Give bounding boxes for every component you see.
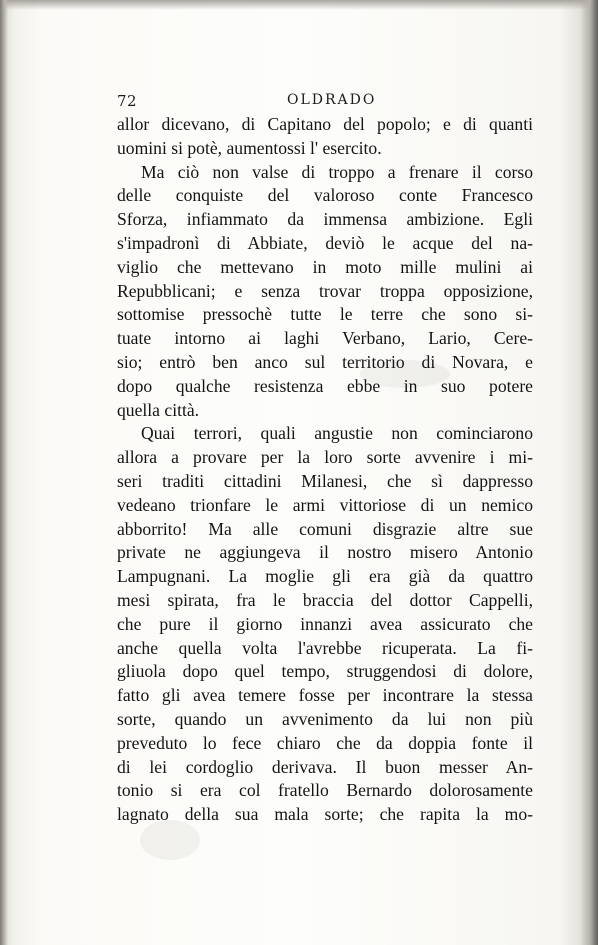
text-line: lagnato della sua mala sorte; che rapita la mo- — [117, 804, 533, 825]
text-line: seri traditi cittadini Milanesi, che sì dappresso — [117, 470, 533, 491]
text-line: sottomise pressochè tutte le terre che sono si- — [117, 304, 533, 325]
text-line: s'impadronì di Abbiate, deviò le acque del na- — [117, 232, 533, 253]
running-title: OLDRADO — [287, 92, 377, 108]
page-left-shadow — [0, 0, 8, 945]
text-line: viglio che mettevano in moto mille mulini ai — [117, 256, 533, 277]
text-line: delle conquiste del valoroso conte Francesco — [117, 185, 533, 206]
text-line: quella città. — [117, 399, 200, 420]
text-line: Lampugnani. La moglie gli era già da quattro — [117, 566, 533, 587]
text-line: anche quella volta l'avrebbe ricuperata. La fi- — [117, 637, 533, 658]
text-line: abborrito! Ma alle comuni disgrazie altre sue — [117, 518, 533, 539]
text-line: dopo qualche resistenza ebbe in suo potere — [117, 375, 533, 396]
body-text — [117, 113, 533, 827]
text-line: che pure il giorno innanzi avea assicurato che — [117, 613, 533, 634]
text-line: allora a provare per la loro sorte avvenire i mi- — [117, 447, 533, 468]
page-top-shadow — [0, 0, 598, 10]
text-line: Sforza, infiammato da immensa ambizione. Egli — [117, 209, 533, 230]
text-line: preveduto lo fece chiaro che da doppia fonte il — [117, 732, 533, 753]
text-line: di lei cordoglio derivava. Il buon messer An- — [117, 756, 533, 777]
text-line: tonio si era col fratello Bernardo dolorosamente — [117, 780, 533, 801]
text-line: sorte, quando un avvenimento da lui non più — [117, 708, 533, 729]
page-right-shadow — [580, 0, 598, 945]
text-line: vedeano trionfare le armi vittoriose di un nemico — [117, 494, 533, 515]
text-line: allor dicevano, di Capitano del popolo; e di quanti — [117, 114, 533, 134]
page-header — [117, 90, 527, 112]
text-line: gliuola dopo quel tempo, struggendosi di dolore, — [117, 661, 533, 682]
text-line: Repubblicani; e senza trovar troppa opposizione, — [117, 280, 533, 301]
text-line: sio; entrò ben anco sul territorio di Novara, e — [117, 351, 533, 372]
text-line: Quai terrori, quali angustie non cominciarono — [141, 423, 533, 444]
text-line: uomini si potè, aumentossi l' esercito. — [117, 137, 382, 158]
page-number: 72 — [117, 92, 138, 110]
text-line: tuate intorno ai laghi Verbano, Lario, Cere- — [117, 328, 533, 349]
text-line: Ma ciò non valse di troppo a frenare il corso — [141, 161, 533, 182]
text-line: fatto gli avea temere fosse per incontrare la stessa — [117, 685, 533, 706]
text-line: mesi spirata, fra le braccia del dottor Cappelli, — [117, 589, 533, 610]
text-line: private ne aggiungeva il nostro misero Antonio — [117, 542, 533, 563]
